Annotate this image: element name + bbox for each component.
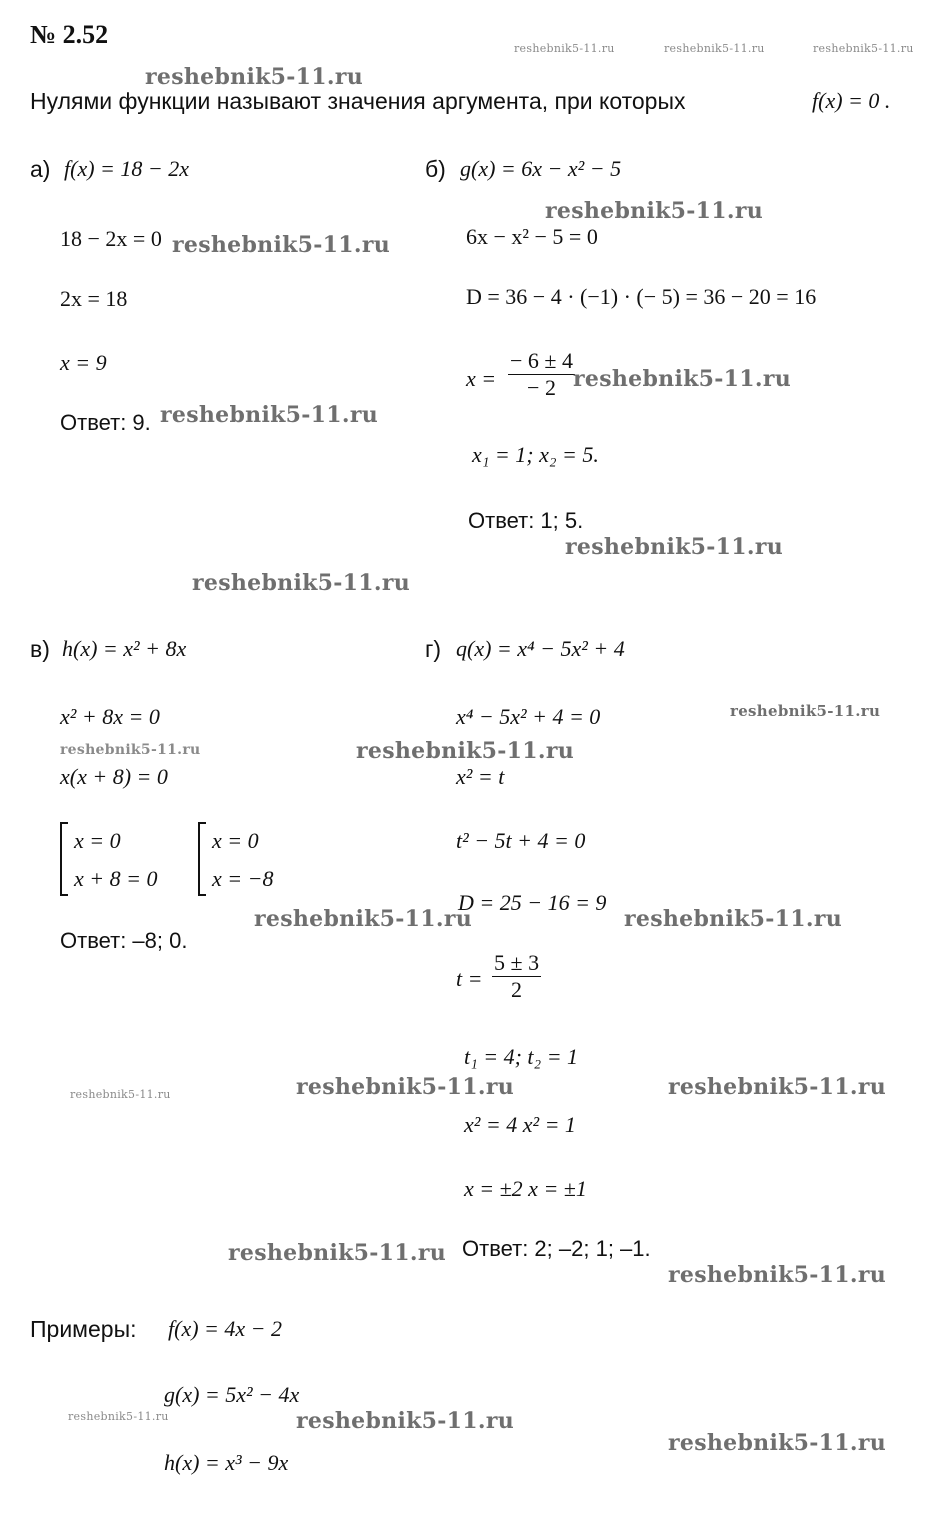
definition-text: Нулями функции называют значения аргумента, при которых <box>30 88 686 114</box>
part-a-label: а) <box>30 156 51 182</box>
definition-formula: f(x) = 0 . <box>812 88 891 113</box>
part-g-x-squares: x² = 4 x² = 1 <box>464 1112 576 1137</box>
part-g-fraction <box>492 950 541 1003</box>
part-g-answer: Ответ: 2; –2; 1; –1. <box>462 1236 651 1261</box>
examples-label: Примеры: <box>30 1316 137 1342</box>
watermark: reshebnik5-11.ru <box>172 232 391 258</box>
part-g-substitution: x² = t <box>456 764 505 789</box>
watermark: reshebnik5-11.ru <box>68 1410 169 1423</box>
watermark: reshebnik5-11.ru <box>668 1262 887 1288</box>
part-b-equation: 6x − x² − 5 = 0 <box>466 224 598 249</box>
part-v-system1-line: x + 8 = 0 <box>74 866 158 891</box>
part-v-factored: x(x + 8) = 0 <box>60 764 168 789</box>
fraction-numerator: 5 ± 3 <box>494 950 540 975</box>
watermark: reshebnik5-11.ru <box>254 906 473 932</box>
watermark: reshebnik5-11.ru <box>668 1430 887 1456</box>
watermark: reshebnik5-11.ru <box>60 742 201 758</box>
part-a-step: x = 9 <box>60 350 107 375</box>
problem-number: № 2.52 <box>30 20 109 49</box>
part-g-function: q(x) = x⁴ − 5x² + 4 <box>456 636 625 661</box>
part-b-label: б) <box>425 156 446 182</box>
watermark: reshebnik5-11.ru <box>296 1408 515 1434</box>
watermark: reshebnik5-11.ru <box>668 1074 887 1100</box>
watermark: reshebnik5-11.ru <box>192 570 411 596</box>
part-b-discriminant: D = 36 − 4 · (−1) · (− 5) = 36 − 20 = 16 <box>466 284 817 309</box>
watermark: reshebnik5-11.ru <box>296 1074 515 1100</box>
part-v-label: в) <box>30 636 50 662</box>
part-g-label: г) <box>425 636 442 662</box>
part-a-step: 18 − 2x = 0 <box>60 226 162 251</box>
watermark: reshebnik5-11.ru <box>228 1240 447 1266</box>
watermark: reshebnik5-11.ru <box>70 1088 171 1101</box>
part-g-equation: x⁴ − 5x² + 4 = 0 <box>456 704 601 729</box>
watermark: reshebnik5-11.ru <box>514 42 615 55</box>
part-b-function: g(x) = 6x − x² − 5 <box>460 156 622 181</box>
fraction-denominator: 2 <box>511 977 523 1002</box>
example-function: f(x) = 4x − 2 <box>168 1316 282 1341</box>
part-b-fraction <box>508 348 575 401</box>
part-g-t-roots: t₁ = 4; t₂ = 1 <box>464 1044 579 1069</box>
watermark: reshebnik5-11.ru <box>730 702 881 720</box>
watermark: reshebnik5-11.ru <box>145 64 364 90</box>
part-g-discriminant: D = 25 − 16 = 9 <box>458 890 607 915</box>
part-g-quadratic: t² − 5t + 4 = 0 <box>456 828 586 853</box>
watermark: reshebnik5-11.ru <box>624 906 843 932</box>
watermark: reshebnik5-11.ru <box>664 42 765 55</box>
part-a-answer: Ответ: 9. <box>60 410 151 435</box>
part-v-answer: Ответ: –8; 0. <box>60 928 188 953</box>
part-g-t-prefix: t = <box>456 966 483 991</box>
example-function: h(x) = x³ − 9x <box>164 1450 289 1475</box>
fraction-numerator: − 6 ± 4 <box>510 348 573 373</box>
watermark: reshebnik5-11.ru <box>160 402 379 428</box>
watermark: reshebnik5-11.ru <box>356 738 575 764</box>
part-a-function: f(x) = 18 − 2x <box>64 156 189 181</box>
part-b-answer: Ответ: 1; 5. <box>468 508 584 533</box>
system-bracket <box>60 822 68 896</box>
part-v-system1-line: x = 0 <box>74 828 121 853</box>
part-v-system2-line: x = −8 <box>212 866 274 891</box>
part-b-roots: x₁ = 1; x₂ = 5. <box>472 442 599 467</box>
fraction-denominator: − 2 <box>527 375 556 400</box>
watermark: reshebnik5-11.ru <box>565 534 784 560</box>
part-a-step: 2x = 18 <box>60 286 128 311</box>
part-b-x-prefix: x = <box>466 366 497 391</box>
part-v-function: h(x) = x² + 8x <box>62 636 187 661</box>
watermark: reshebnik5-11.ru <box>573 366 792 392</box>
part-v-equation: x² + 8x = 0 <box>60 704 160 729</box>
part-v-system2-line: x = 0 <box>212 828 259 853</box>
watermark: reshebnik5-11.ru <box>545 198 764 224</box>
example-function: g(x) = 5x² − 4x <box>164 1382 300 1407</box>
watermark: reshebnik5-11.ru <box>813 42 914 55</box>
system-bracket <box>198 822 206 896</box>
part-g-x-roots: x = ±2 x = ±1 <box>464 1176 587 1201</box>
